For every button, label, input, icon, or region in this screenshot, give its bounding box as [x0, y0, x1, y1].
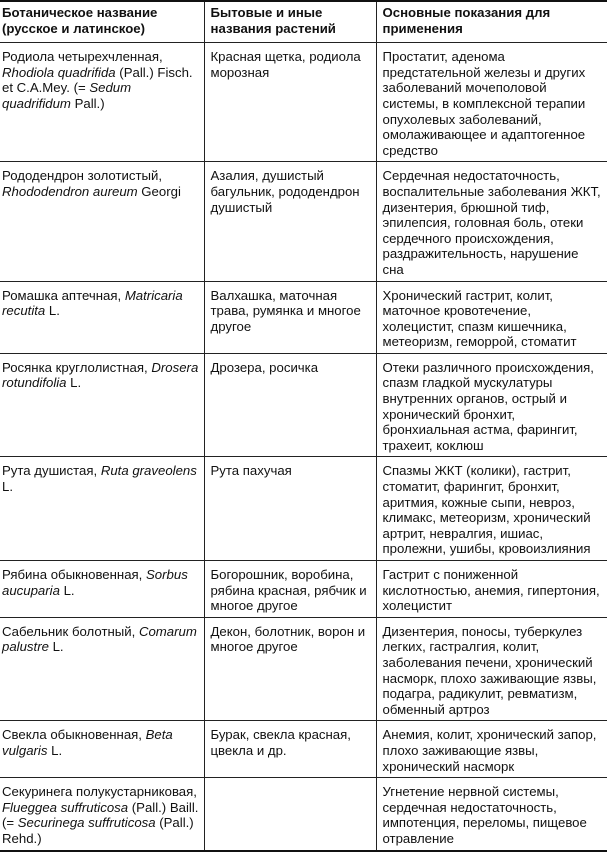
latin-name: Sorbus aucuparia — [2, 567, 188, 598]
name-text: L. — [59, 582, 75, 598]
botanical-name-cell — [0, 353, 204, 457]
botanical-name-cell — [0, 281, 204, 353]
botanical-name-cell — [0, 778, 204, 851]
indications-cell: Сердечная недостаточность, воспалительные заболевания ЖКТ, дизентерия, брюшной тиф, эпилепсия, головная боль, отеки сердечного происхождения, раздражительность, нарушение сна — [376, 162, 607, 281]
latin-name: Securinega suffruticosa — [17, 815, 156, 831]
header-common-names: Бытовые и иные названия растений — [204, 1, 376, 43]
common-names-cell: Богорошник, воробина, рябина красная, рябчик и многое другое — [204, 561, 376, 618]
table-row — [0, 43, 607, 162]
indications-cell: Угнетение нервной системы, сердечная недостаточность, импотенция, переломы, пищевое отравление — [376, 778, 607, 851]
common-names-cell: Азалия, душистый багульник, рододендрон душистый — [204, 162, 376, 281]
table-row — [0, 353, 607, 457]
indications-cell: Гастрит с пониженной кислотностью, анемия, гипертония, холецистит — [376, 561, 607, 618]
name-text: Рододендрон золотистый, — [2, 168, 162, 184]
indications-cell: Дизентерия, поносы, туберкулез легких, гастралгия, колит, заболевания печени, хронический насморк, плохо заживающие язвы, подагра, радикулит, ревматизм, обменный артроз — [376, 617, 607, 721]
latin-name: Flueggea suffruticosa — [2, 799, 129, 815]
latin-name: Rhododendron aureum — [2, 183, 138, 199]
header-botanical-name: Ботаническое название (русское и латинское) — [0, 1, 204, 43]
table-row — [0, 162, 607, 281]
latin-name: Comarum palustre — [2, 623, 197, 655]
botanical-name-cell — [0, 43, 204, 162]
name-text: Рута душистая, — [2, 463, 101, 479]
common-names-cell: Декон, болотник, ворон и многое другое — [204, 617, 376, 721]
header-indications: Основные показания для применения — [376, 1, 607, 43]
botanical-name-cell — [0, 617, 204, 721]
name-text: Рябина обыкновенная, — [2, 567, 147, 582]
name-text: Сабельник болотный, — [2, 623, 139, 639]
latin-name: Drosera rotundifolia — [2, 359, 199, 391]
name-text: L. — [47, 742, 63, 758]
common-names-cell: Рута пахучая — [204, 457, 376, 561]
indications-cell: Спазмы ЖКТ (колики), гастрит, стоматит, фарингит, бронхит, аритмия, кожные сыпи, невроз, климакс, метеоризм, хронический артрит, невралгия, ишиас, пролежни, ушибы, кровоизлияния — [376, 457, 607, 561]
name-text: L. — [66, 375, 82, 391]
name-text: (Pall.) Baill. (= — [2, 799, 199, 831]
botanical-name-cell — [0, 721, 204, 778]
table-row — [0, 778, 607, 851]
name-text: Родиола четырехчленная, — [2, 49, 163, 65]
table-row — [0, 617, 607, 721]
common-names-cell: Красная щетка, родиола морозная — [204, 43, 376, 162]
botanical-name-cell — [0, 457, 204, 561]
table-row — [0, 721, 607, 778]
latin-name: Rhodiola quadrifida — [2, 64, 116, 80]
common-names-cell: Валхашка, маточная трава, румянка и многое другое — [204, 281, 376, 353]
latin-name: Matricaria recutita — [2, 287, 183, 319]
name-text: Pall.) — [70, 95, 105, 111]
name-text: Georgi — [137, 183, 181, 199]
indications-cell: Простатит, аденома предстательной железы и других заболеваний мочеполовой системы, в комплексной терапии опухолевых заболеваний, омолаживающее и адаптогенное средство — [376, 43, 607, 162]
indications-cell: Анемия, колит, хронический запор, плохо заживающие язвы, хронический насморк — [376, 721, 607, 778]
botanical-name-cell — [0, 162, 204, 281]
common-names-cell: Дрозера, росичка — [204, 353, 376, 457]
name-text: L. — [45, 303, 60, 319]
botanical-name-cell — [0, 561, 204, 618]
latin-name: Beta vulgaris — [2, 727, 173, 758]
indications-cell: Хронический гастрит, колит, маточное кровотечение, холецистит, спазм кишечника, метеоризм, геморрой, стоматит — [376, 281, 607, 353]
latin-name: Sedum quadrifidum — [2, 80, 132, 111]
name-text: L. — [48, 639, 64, 655]
common-names-cell — [204, 778, 376, 851]
table-body — [0, 43, 607, 851]
name-text: Секуринега полукустарниковая, — [2, 784, 197, 800]
table-row — [0, 281, 607, 353]
table-header — [0, 1, 607, 43]
table-row — [0, 457, 607, 561]
latin-name: Ruta graveolens — [100, 463, 197, 479]
name-text: Свекла обыкновенная, — [2, 727, 146, 743]
name-text: Ромашка аптечная, — [2, 287, 125, 303]
common-names-cell: Бурак, свекла красная, цвекла и др. — [204, 721, 376, 778]
table-row — [0, 561, 607, 618]
header-row — [0, 1, 607, 43]
name-text: (Pall.) Rehd.) — [2, 815, 194, 846]
name-text: (Pall.) Fisch. et C.A.Mey. (= — [2, 64, 193, 96]
name-text: L. — [2, 479, 13, 495]
indications-cell: Отеки различного происхождения, спазм гладкой мускулатуры внутренних органов, острый и хронический бронхит, бронхиальная астма, фарингит, трахеит, коклюш — [376, 353, 607, 457]
name-text: Росянка круглолистная, — [2, 359, 152, 375]
